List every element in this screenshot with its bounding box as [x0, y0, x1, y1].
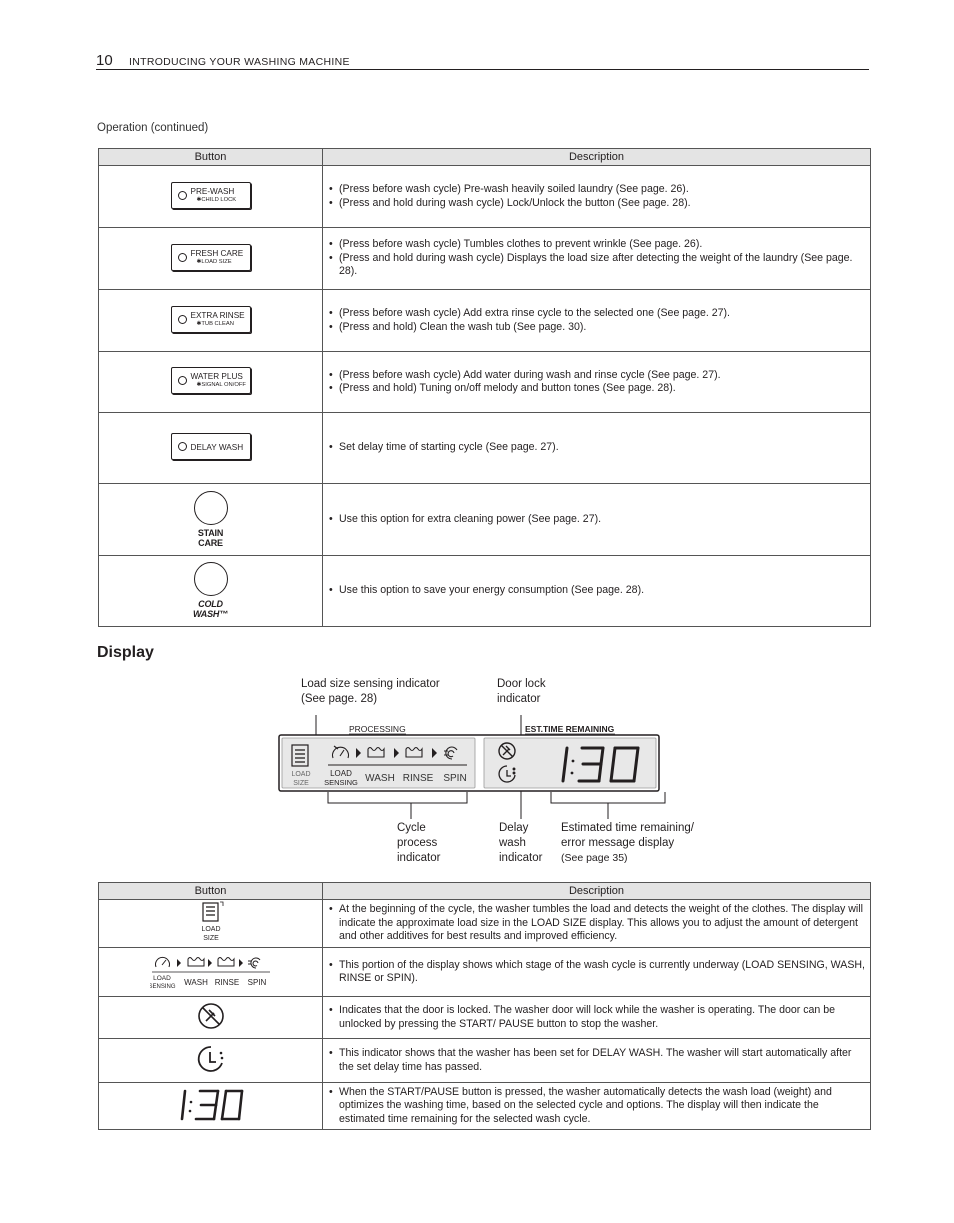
table-row — [99, 900, 871, 948]
bracket-line — [551, 792, 665, 803]
list-item: • (Press before wash cycle) Pre-wash heavily soiled laundry (See page. 26). — [329, 183, 866, 197]
list-item: • When the START/PAUSE button is pressed, the washer automatically detects the wash load (weight) and optimizes the washing time, based on the selected cycle and options. The display will then indicate the estimated time remaining for the selected wash cycle. — [329, 1086, 866, 1127]
load-size-callout: Load size sensing indicator (See page. 28) — [301, 678, 440, 705]
table-row — [99, 166, 871, 228]
indicator-light-icon — [178, 191, 187, 200]
running-title: INTRODUCING YOUR WASHING MACHINE — [129, 56, 350, 68]
column-header-button: Button — [99, 149, 323, 166]
section-label: Operation (continued) — [97, 122, 209, 134]
list-item: • Use this option to save your energy consumption (See page. 28). — [329, 584, 866, 598]
list-item: • This indicator shows that the washer has been set for DELAY WASH. The washer will start automatically after the set delay time has passed. — [329, 1047, 866, 1074]
load-size-icon — [196, 901, 226, 943]
svg-text:LOAD: LOAD — [200, 926, 221, 933]
column-header-button: Button — [99, 883, 323, 900]
indicator-light-icon — [178, 442, 187, 451]
svg-text:SIZE: SIZE — [293, 780, 309, 787]
stain-care-button-icon: STAIN CARE — [181, 491, 241, 548]
table-row — [99, 948, 871, 997]
water-plus-button-icon: WATER PLUS ✱SIGNAL ON/OFF — [171, 367, 251, 394]
list-item: • (Press and hold) Clean the wash tub (See page. 30). — [329, 321, 866, 335]
svg-text:WASH: WASH — [365, 773, 395, 784]
cycle-process-icon — [150, 951, 272, 991]
round-button-icon — [194, 491, 228, 525]
svg-text:SENSING: SENSING — [324, 778, 358, 787]
list-item: • (Press and hold during wash cycle) Lock/Unlock the button (See page. 28). — [329, 197, 866, 211]
list-item: • At the beginning of the cycle, the washer tumbles the load and detects the weight of the clothes. The display will indicate the approximate load size in the LOAD SIZE display. This allows you to adjust the amount of detergent and other additives for best results and improved efficiency. — [329, 903, 866, 944]
list-item: • Indicates that the door is locked. The washer door will lock while the washer is operating. The door can be unlocked by pressing the START/ PAUSE button to stop the washer. — [329, 1004, 866, 1031]
bracket-line — [328, 792, 467, 803]
svg-text:SPIN: SPIN — [443, 773, 467, 784]
button-table — [98, 148, 871, 627]
table-header-row — [99, 883, 871, 900]
round-button-icon — [194, 562, 228, 596]
display-table — [98, 882, 871, 1130]
delay-wash-button-icon: DELAY WASH — [171, 433, 251, 460]
indicator-light-icon — [178, 315, 187, 324]
table-row — [99, 556, 871, 627]
door-lock-callout: Door lock indicator — [497, 678, 546, 705]
table-row — [99, 1083, 871, 1130]
svg-text:RINSE: RINSE — [214, 977, 239, 987]
svg-text:SENSING: SENSING — [149, 983, 176, 990]
indicator-light-icon — [178, 253, 187, 262]
column-header-description: Description — [323, 883, 871, 900]
list-item: • (Press before wash cycle) Tumbles clothes to prevent wrinkle (See page. 26). — [329, 238, 866, 252]
table-row — [99, 290, 871, 352]
table-row — [99, 413, 871, 484]
table-row — [99, 228, 871, 290]
processing-label: PROCESSING — [349, 724, 406, 734]
delay-wash-callout: Delay wash indicator — [499, 822, 543, 864]
table-row — [99, 1039, 871, 1083]
fresh-care-button-icon: FRESH CARE ✱LOAD SIZE — [171, 244, 251, 271]
estimated-time-callout: Estimated time remaining/ error message display (See page 35) — [561, 822, 694, 864]
delay-wash-clock-icon — [195, 1043, 227, 1075]
svg-text:LOAD: LOAD — [152, 974, 171, 982]
list-item: • Use this option for extra cleaning power (See page. 27). — [329, 513, 866, 527]
est-time-label: EST.TIME REMAINING — [525, 724, 615, 734]
display-panel-diagram — [270, 715, 680, 825]
section-heading: Display — [97, 644, 154, 661]
indicator-light-icon — [178, 376, 187, 385]
extra-rinse-button-icon: EXTRA RINSE ✱TUB CLEAN — [171, 306, 251, 333]
table-header-row — [99, 149, 871, 166]
list-item: • (Press and hold) Tuning on/off melody and button tones (See page. 28). — [329, 382, 866, 396]
svg-text:WASH: WASH — [183, 977, 208, 987]
svg-text:LOAD: LOAD — [291, 771, 311, 778]
list-item: • This portion of the display shows which stage of the wash cycle is currently underway (LOAD SENSING, WASH, RINSE or SPIN). — [329, 959, 866, 986]
list-item: • (Press before wash cycle) Add water during wash and rinse cycle (See page. 27). — [329, 369, 866, 383]
table-row — [99, 484, 871, 556]
header-rule — [96, 69, 869, 70]
table-row — [99, 352, 871, 413]
time-remaining-display-icon — [176, 1088, 246, 1122]
door-lock-icon — [196, 1001, 226, 1031]
svg-text:LOAD: LOAD — [330, 769, 352, 778]
svg-text:SPIN: SPIN — [247, 977, 266, 987]
table-row — [99, 997, 871, 1039]
pre-wash-button-icon: PRE-WASH ✱CHILD LOCK — [171, 182, 251, 209]
column-header-description: Description — [323, 149, 871, 166]
cycle-process-callout: Cycle process indicator — [397, 822, 441, 864]
cold-wash-button-icon: COLD WASH™ — [181, 562, 241, 619]
svg-text:SIZE: SIZE — [202, 935, 219, 942]
list-item: • (Press before wash cycle) Add extra rinse cycle to the selected one (See page. 27). — [329, 307, 866, 321]
list-item: • (Press and hold during wash cycle) Displays the load size after detecting the weight of the laundry (See page. 28). — [329, 252, 866, 279]
list-item: • Set delay time of starting cycle (See page. 27). — [329, 441, 866, 455]
page-number: 10 — [96, 52, 113, 69]
svg-text:RINSE: RINSE — [402, 773, 434, 784]
